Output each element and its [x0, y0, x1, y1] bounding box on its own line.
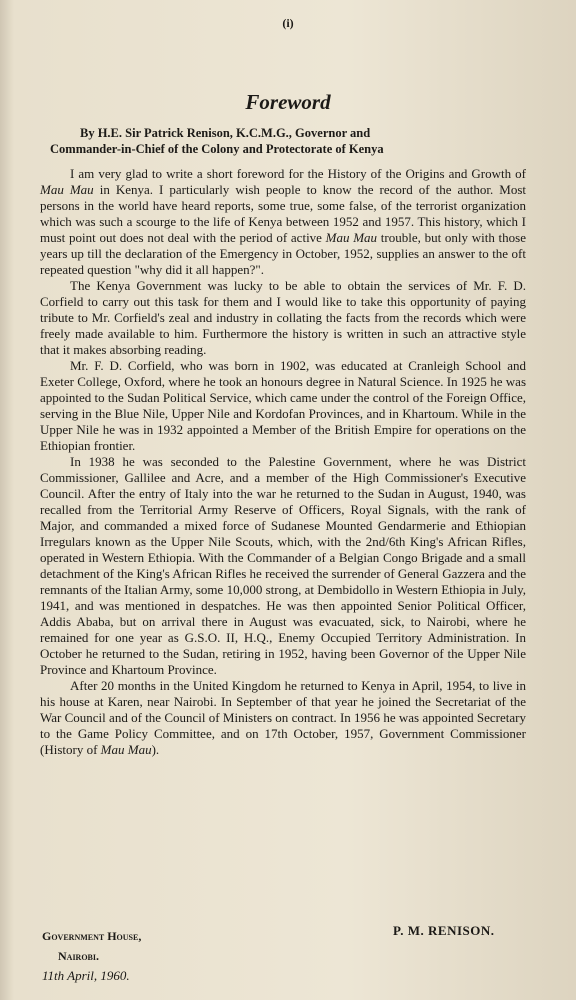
location-line-2: Nairobi.: [58, 949, 100, 963]
page-title: Foreword: [245, 90, 331, 114]
paragraph-3: Mr. F. D. Corfield, who was born in 1902, was educated at Cranleigh School and Exeter College, Oxford, where he took an honours degree in Natural Science. In 1925 he was appointed to the Sudan Political Service, which came under the control of the Foreign Office, serving in the Blue Nile, Upper Nile and Kordofan Provinces, and in Khartoum. While in the Upper Nile he was in 1932 appointed a Member of the British Empire for operations on the Ethiopian frontier.: [40, 358, 526, 453]
byline-line-2: Commander-in-Chief of the Colony and Protectorate of Kenya: [50, 142, 384, 156]
paragraph-5: [40, 678, 526, 758]
paragraph-4: In 1938 he was seconded to the Palestine Government, where he was District Commissioner, Gallilee and Acre, and a member of the High Commissioner's Executive Council. After the entry of Italy into the war he returned to the Sudan in August, 1940, was recalled from the Territorial Army Reserve of Officers, Royal Signals, with the rank of Major, and commanded a mixed force of Sudanese Mounted Gendarmerie and Ethiopian Irregulars known as the Upper Nile Scouts, which, with the 2nd/6th King's African Rifles, operated in Western Ethiopia. With the Commander of a Belgian Congo Brigade and a small detachment of the King's African Rifles he received the surrender of General Gazzera and the remnants of the Italian Army, some 10,000 strong, at Dembidollo in Western Ethiopia in July, 1941, and was mentioned in despatches. He was then appointed Senior Political Officer, Addis Ababa, but on arrival there in August was evacuated, sick, to Nairobi, where he remained for one year as G.S.O. II, H.Q., Enemy Occupied Territory Administration. In October he returned to the Sudan, retiring in 1952, having been Governor of the Upper Nile Province and Khartoum Province.: [40, 454, 527, 677]
page-number: (i): [282, 16, 294, 30]
paragraph-1: [40, 166, 526, 278]
signature-location: [42, 926, 141, 986]
signature-date: 11th April, 1960.: [42, 968, 130, 983]
paragraph-5-text-b: ).: [151, 742, 160, 757]
paragraph-1-text-c: trouble, but only with those years up till the declaration of the Emergency in October, 1952, supplies an answer to the oft repeated question "why did it all happen?".: [40, 230, 526, 277]
paragraph-1-italic-1: Mau Mau: [40, 182, 94, 197]
paragraph-5-text-a: After 20 months in the United Kingdom he returned to Kenya in April, 1954, to live in his house at Karen, near Nairobi. In September of that year he joined the Secretariat of the War Council and of the Council of Ministers on contract. In 1956 he was appointed Secretary to the Game Policy Committee, and on 17th October, 1957, Government Commissioner (History of: [40, 678, 526, 757]
paragraph-1-text-b: in Kenya. I particularly wish people to know the record of the author. Most persons in the world have heard reports, some true, some false, of the terrorist organization which was such a scourge to the life of Kenya between 1952 and 1957. This history, which I must point out does not deal with the period of active: [40, 182, 526, 245]
byline: [42, 125, 522, 157]
signature-name: P. M. RENISON.: [393, 923, 495, 938]
paragraph-1-italic-2: Mau Mau: [325, 230, 378, 245]
location-line-1: Government House,: [42, 929, 142, 943]
foreword-body: [40, 166, 526, 758]
paragraph-5-italic: Mau Mau: [100, 742, 152, 757]
paragraph-1-text-a: I am very glad to write a short foreword for the History of the Origins and Growth of: [70, 166, 526, 181]
paragraph-2: The Kenya Government was lucky to be able to obtain the services of Mr. F. D. Corfield to carry out this task for them and I would like to take this opportunity of paying tribute to Mr. Corfield's zeal and industry in collating the facts from the records which were freely made available to him. Furthermore the history is written in such an attractive style that it makes absorbing reading.: [40, 278, 526, 357]
byline-line-1: By H.E. Sir Patrick Renison, K.C.M.G., Governor and: [80, 126, 371, 140]
